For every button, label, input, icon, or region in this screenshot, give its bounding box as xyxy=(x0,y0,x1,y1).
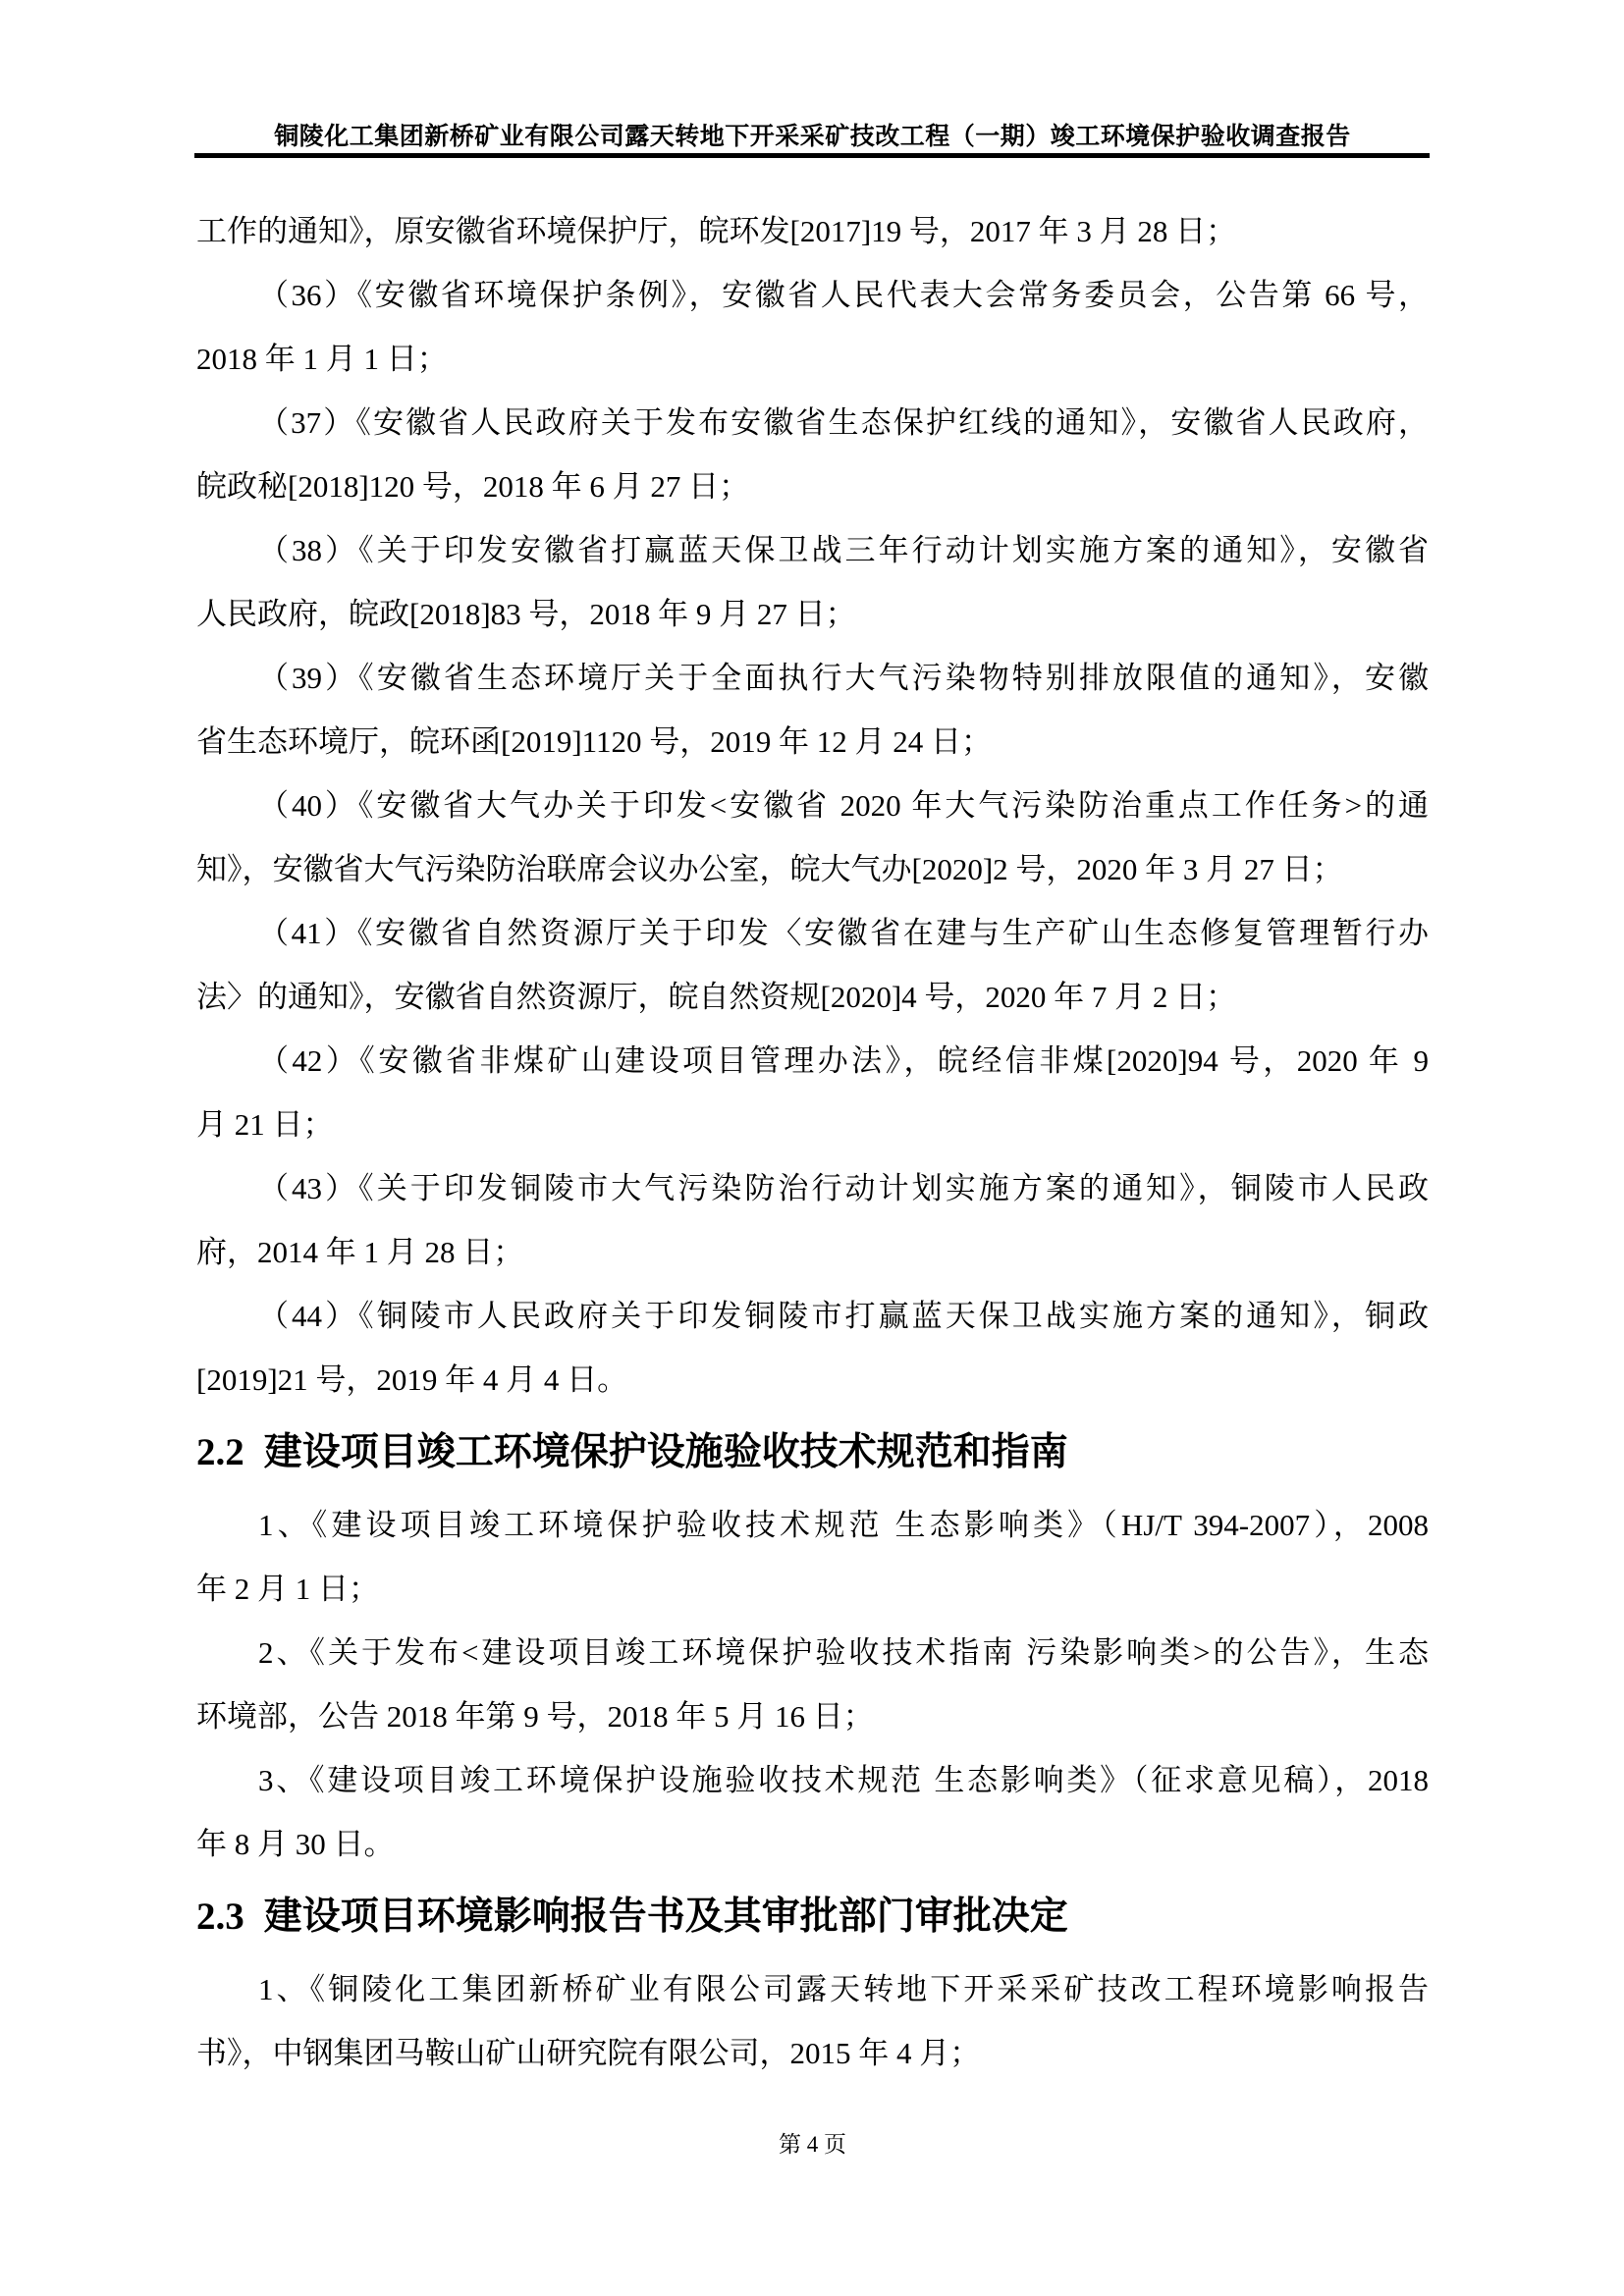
body-line: （36）《安徽省环境保护条例》，安徽省人民代表大会常务委员会，公告第 66 号， xyxy=(258,278,1429,312)
body-line: 年 8 月 30 日。 xyxy=(196,1827,395,1861)
body-line: （42）《安徽省非煤矿山建设项目管理办法》，皖经信非煤[2020]94 号，2020 年 9 xyxy=(258,1043,1429,1078)
body-line: 月 21 日； xyxy=(196,1107,334,1142)
body-line: [2019]21 号，2019 年 4 月 4 日。 xyxy=(196,1362,628,1397)
body-line: 省生态环境厅，皖环函[2019]1120 号，2019 年 12 月 24 日； xyxy=(196,724,992,759)
body-line: 书》，中钢集团马鞍山矿山研究院有限公司，2015 年 4 月； xyxy=(196,2036,981,2070)
body-line: 2、《关于发布<建设项目竣工环境保护验收技术指南 污染影响类>的公告》，生态 xyxy=(258,1635,1429,1670)
body-line: （43）《关于印发铜陵市大气污染防治行动计划实施方案的通知》，铜陵市人民政 xyxy=(258,1171,1429,1205)
body-line: （41）《安徽省自然资源厅关于印发〈安徽省在建与生产矿山生态修复管理暂行办 xyxy=(258,916,1429,950)
section-heading xyxy=(196,1876,1429,1957)
body-line: 府，2014 年 1 月 28 日； xyxy=(196,1235,524,1269)
section-title: 建设项目环境影响报告书及其审批部门审批决定 xyxy=(263,1896,1068,1938)
body-line: 知》，安徽省大气污染防治联席会议办公室，皖大气办[2020]2 号，2020 年 3 月 27 日； xyxy=(196,852,1343,886)
body-line: （44）《铜陵市人民政府关于印发铜陵市打赢蓝天保卫战实施方案的通知》，铜政 xyxy=(258,1299,1429,1333)
section-number: 2.2 xyxy=(196,1431,244,1473)
body-line: 工作的通知》，原安徽省环境保护厅，皖环发[2017]19 号，2017 年 3 月 28 日； xyxy=(196,214,1237,248)
body-line: （38）《关于印发安徽省打赢蓝天保卫战三年行动计划实施方案的通知》，安徽省 xyxy=(258,533,1429,567)
body-line: 3、《建设项目竣工环境保护设施验收技术规范 生态影响类》（征求意见稿），2018 xyxy=(258,1763,1429,1797)
section-number: 2.3 xyxy=(196,1896,244,1938)
section-title: 建设项目竣工环境保护设施验收技术规范和指南 xyxy=(263,1431,1068,1473)
body-line: 法〉的通知》，安徽省自然资源厅，皖自然资规[2020]4 号，2020 年 7 月 2 日； xyxy=(196,980,1237,1014)
body-line: （39）《安徽省生态环境厅关于全面执行大气污染物特别排放限值的通知》，安徽 xyxy=(258,661,1429,695)
body-line: 人民政府，皖政[2018]83 号，2018 年 9 月 27 日； xyxy=(196,597,856,631)
body-line: 2018 年 1 月 1 日； xyxy=(196,342,448,376)
body-line: 1、《建设项目竣工环境保护验收技术规范 生态影响类》（HJ/T 394-2007），2008 xyxy=(258,1508,1429,1542)
body-line: （37）《安徽省人民政府关于发布安徽省生态保护红线的通知》，安徽省人民政府， xyxy=(258,405,1429,440)
section-heading xyxy=(196,1412,1429,1493)
header-rule xyxy=(194,153,1430,158)
body-line: 1、《铜陵化工集团新桥矿业有限公司露天转地下开采采矿技改工程环境影响报告 xyxy=(258,1972,1429,2006)
body-line: （40）《安徽省大气办关于印发<安徽省 2020 年大气污染防治重点工作任务>的通 xyxy=(258,788,1429,823)
page-number: 第 4 页 xyxy=(779,2132,846,2157)
running-header-title: 铜陵化工集团新桥矿业有限公司露天转地下开采采矿技改工程（一期）竣工环境保护验收调查报告 xyxy=(274,124,1351,150)
body-line: 环境部，公告 2018 年第 9 号，2018 年 5 月 16 日； xyxy=(196,1699,874,1734)
body-line: 皖政秘[2018]120 号，2018 年 6 月 27 日； xyxy=(196,469,750,504)
body-line: 年 2 月 1 日； xyxy=(196,1572,379,1606)
document-body xyxy=(196,199,1429,2085)
